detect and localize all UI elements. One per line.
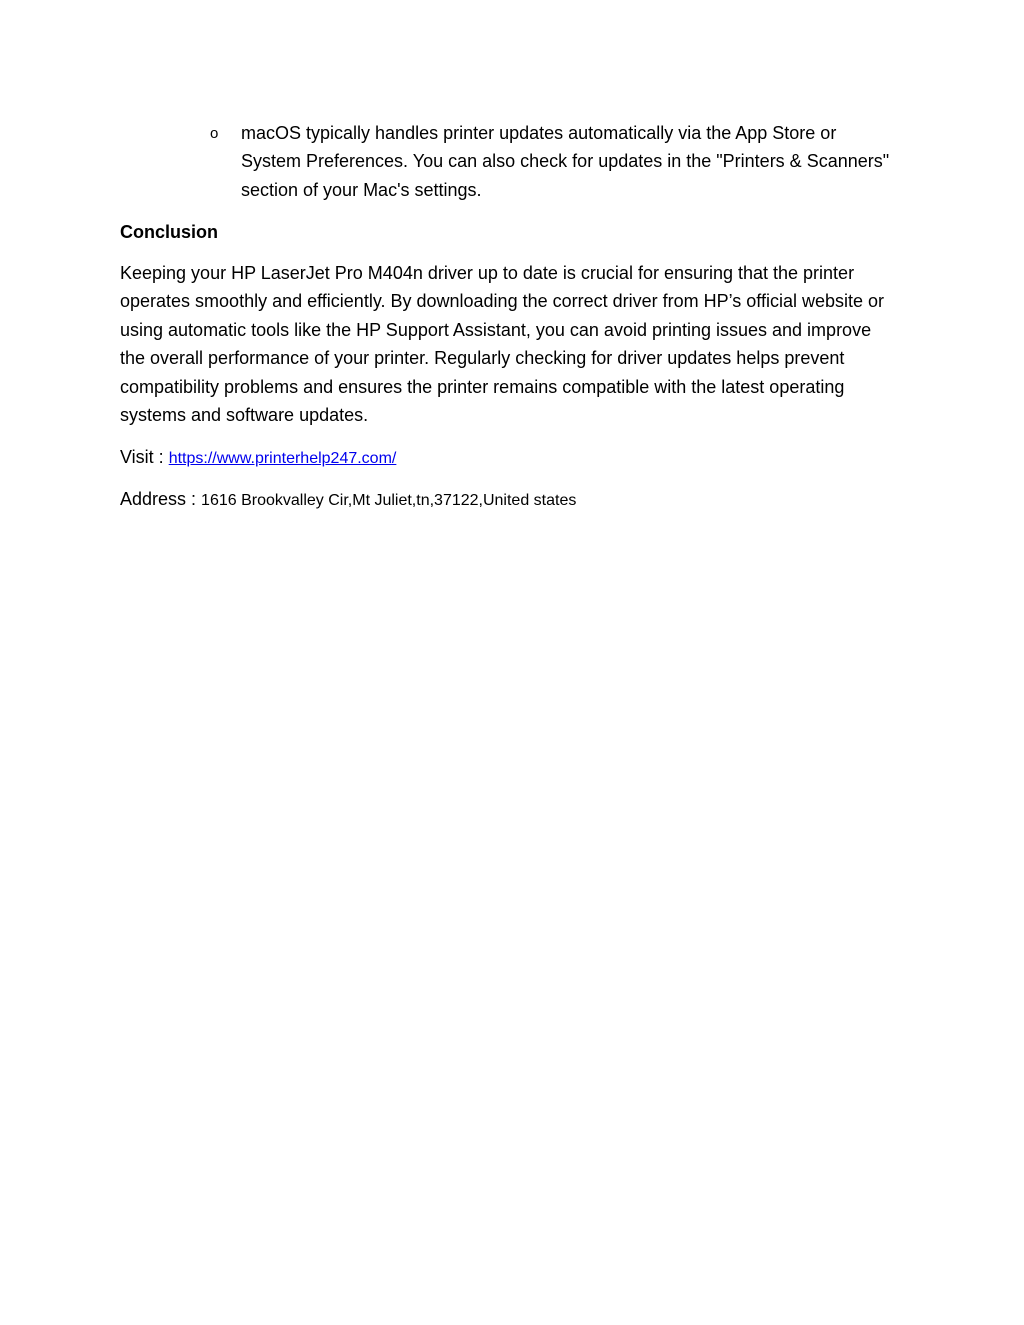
- conclusion-heading: Conclusion: [120, 222, 218, 242]
- bullet-marker: o: [210, 125, 219, 142]
- visit-label: Visit :: [120, 447, 169, 467]
- visit-line: [120, 443, 396, 473]
- website-link[interactable]: https://www.printerhelp247.com/: [168, 450, 397, 467]
- address-value: 1616 Brookvalley Cir,Mt Juliet,tn,37122,United states: [201, 492, 577, 509]
- bullet-text: macOS typically handles printer updates automatically via the App Store or System Preferences. You can also check for updates in the "Printers & Scanners" section of your Mac's settings.: [241, 123, 890, 200]
- address-label: Address :: [120, 489, 202, 509]
- conclusion-paragraph: Keeping your HP LaserJet Pro M404n driver up to date is crucial for ensuring that the printer operates smoothly and efficiently. By downloading the correct driver from HP’s official website or using automatic tools like the HP Support Assistant, you can avoid printing issues and improve the overall performance of your printer. Regularly checking for driver updates helps prevent compatibility problems and ensures the printer remains compatible with the latest operating systems and software updates.: [120, 263, 885, 426]
- address-line: [120, 485, 576, 515]
